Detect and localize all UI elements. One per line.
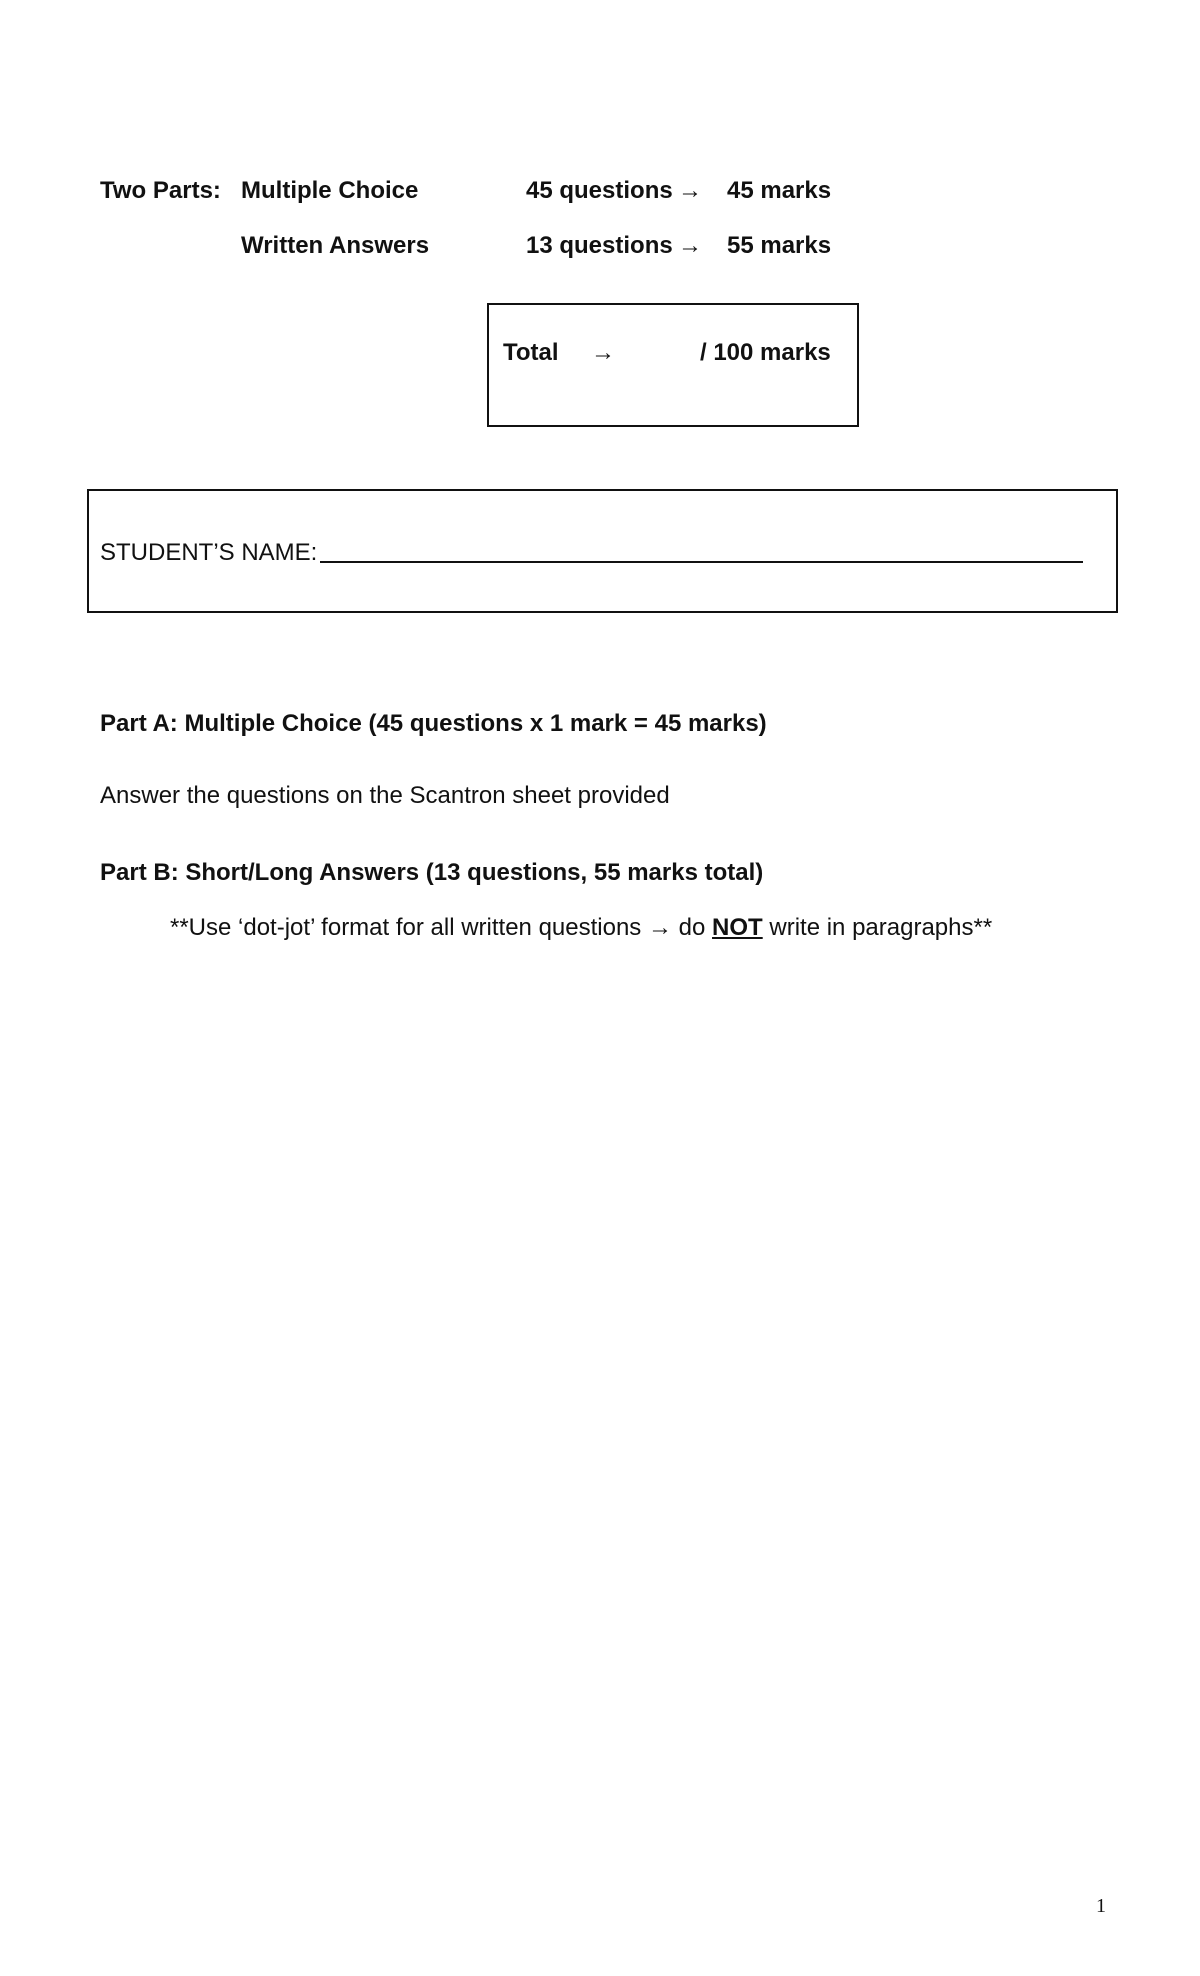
question-count-multiple-choice: 45 questions [526, 177, 673, 204]
arrow-right-icon: → [591, 339, 615, 366]
arrow-right-icon: → [678, 177, 702, 204]
part-a-instruction: Answer the questions on the Scantron sheet provided [100, 782, 670, 809]
format-note-suffix: write in paragraphs** [769, 914, 993, 941]
part-b-format-note [170, 914, 992, 942]
marks-written-answers: 55 marks [727, 232, 832, 259]
page-number: 1 [1096, 1895, 1106, 1917]
format-note-prefix: **Use ‘dot-jot’ format for all written questions [170, 914, 642, 941]
part-b-heading: Part B: Short/Long Answers (13 questions, 55 marks total) [100, 859, 764, 886]
part-name-written-answers: Written Answers [241, 232, 430, 259]
two-parts-label: Two Parts: [100, 177, 221, 204]
marks-multiple-choice: 45 marks [727, 177, 832, 204]
arrow-right-icon: → [647, 914, 672, 941]
format-note-do: do [678, 914, 706, 941]
format-note-not: NOT [712, 914, 763, 941]
part-name-multiple-choice: Multiple Choice [241, 177, 419, 204]
question-count-written-answers: 13 questions [526, 232, 673, 259]
total-marks-value: / 100 marks [700, 339, 831, 366]
total-label: Total [503, 339, 559, 366]
arrow-right-icon: → [678, 232, 702, 259]
student-name-field[interactable] [320, 561, 1083, 563]
part-a-heading: Part A: Multiple Choice (45 questions x 1 mark = 45 marks) [100, 710, 767, 737]
student-name-label: STUDENT’S NAME: [100, 539, 318, 566]
